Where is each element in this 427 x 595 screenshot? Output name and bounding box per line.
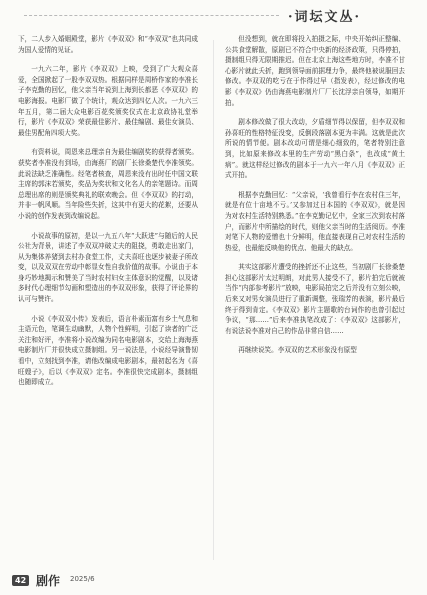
paragraph: 再继续说笑。李双双的艺术形象没有原型 [238,346,357,355]
paragraph: 根据李克勤回忆：“父亲说，‘我曾看行李在农村住三年，就是有位十亩地不亏。’又参加过日本国的《李双双》，就是因为对农村生活特别熟悉。”在李克勤记忆中，全家三次到农村落户，而影片中所描绘的时代，则他父亲当时的生活阅历。李准对笔下人物的爱憎也十分鲜明，他直接表现自己对农村生活的热爱，也最能反映他的优点、他最大的缺点。 [225,190,405,252]
magazine-name: 剧作 [36,574,61,588]
page-header [0,0,427,28]
issue-number: 2025/6 [70,575,95,583]
paragraph: 其实这部影片遭受的挫折还不止这些，当初剧厂长徐桑楚担心这部影片太过明朗，对此男人接受不了，影片拍完后就被当作“内部参考影片”放映，电影局拍完之后并没有立刻公映，后来又对男女演员进行了重新调整，张瑞芳的表演，影片最后终于得到肯定。《李双双》影片主题歌的台词作的也曾引起过争议，“那……”后来李准执笔改成了：《李双双》这部影片，有说法说李准对自己的作品非常自信…… [225,263,405,335]
paragraph: 有资料说，周恩来总理亲自为最佳编剧奖的获得者颁奖。获奖者李准没有到场，由海燕厂的剧厂长徐桑楚代李准领奖。此说法缺乏准确性。经笔者核查，周恩来没有出时任中国文联主席的郭沫若颁奖，奖品为奖状和文化名人的亲笔题诗。而周总理出席的则是颁奖典礼的联欢晚会。但《李双双》的打动，并非一帆风顺。当年险些失折，这其中有更大的花絮，还要从小说的创作发表到改编说起。 [18,148,198,220]
right-column [225,34,405,564]
paragraph: 小说故事的原初，是以一九五八年“大跃进”与随后的人民公社为背景，讲述了李双双冲破丈夫的阻挠，勇敢走出家门，从为集体养猪到去村办食堂工作，丈夫喜旺也逐步被妻子所改变，以及双双在劳动中彰显女性自我价值的故事。小说由于本身巧妙地揭示和赞美了当时农村妇女主体意识的觉醒，以及诸多时代心理细节勾画和塑造出的李双双形象，获得了评论界的认可与赞许。 [18,231,198,304]
paragraph: 下，二人步入婚姻殿堂，影片《李双双》和“李双双”也共同成为国人爱情的见证。 [18,35,198,54]
paragraph: 但没想到，就在即将投入拍摄之际，中央开始纠正整编、公共食堂解散，原剧已不符合中央新的经济政策，只得停拍，摄制组只得无限期推迟。但在北京上海这些地方时，李准不甘心影片就此夭折，跑到领导面前据理力争，最终他被说服回去修改。李双双的吃亏在于作得过早（指发表），经过修改的电影《李双双》仍由海燕电影制片厂厂长沈浮亲自领导，如期开拍。 [225,35,405,107]
header-rule [24,15,279,16]
paragraph: 小说《李双双小传》发表后，语言朴素而富有乡土气息和主语元色，笔调生动幽默，人物个性鲜明，引起了读者的广泛关注和好评，李准将小说改编为同名电影剧本，交给上海海燕电影制片厂并很快成立摄制组。另一说法是，小说经导演鲁韧看中，立刻找到李准，请他改编成电影剧本，最初起名为《喜旺嫂子》，后以《李双双》定名。李准很快完成剧本，摄制组也随即成立。 [18,314,198,387]
section-title: ·词坛文丛· [288,10,362,25]
page-footer [0,570,427,595]
page-number: 42 [12,575,29,586]
paragraph: 一九六二年，影片《李双双》上映，受到了广大观众喜爱，全国掀起了一股李双双热。根据同样是周桥作家的李准长子李克勤的回忆，他父亲当年说到上海到长都恶《李双双》的电影海报。电影厂做了个统计，观众达到四亿人次。一九六三年五月，第二届大众电影百花奖颁奖仪式在北京政协礼堂举行，影片《李双双》荣获最佳影片、最佳编剧、最佳女演员、最佳男配角四项大奖。 [18,65,198,137]
column-divider [213,40,214,560]
paragraph: 剧本修改做了很大改动，夕盾细节得以保留，但李双双和孙喜旺的性格特征没变，反倒段落剧本更为丰满。这就是此次所说的情节便。剧本改动可谓是细心细致的，笔者特别注意到，比如原来修改本里的生产劳动“黑白条”，也改成“黄土病”。就这样经过修改的剧本于一九六一年八月《李双双》正式开拍。 [225,118,405,180]
left-column [18,34,198,564]
